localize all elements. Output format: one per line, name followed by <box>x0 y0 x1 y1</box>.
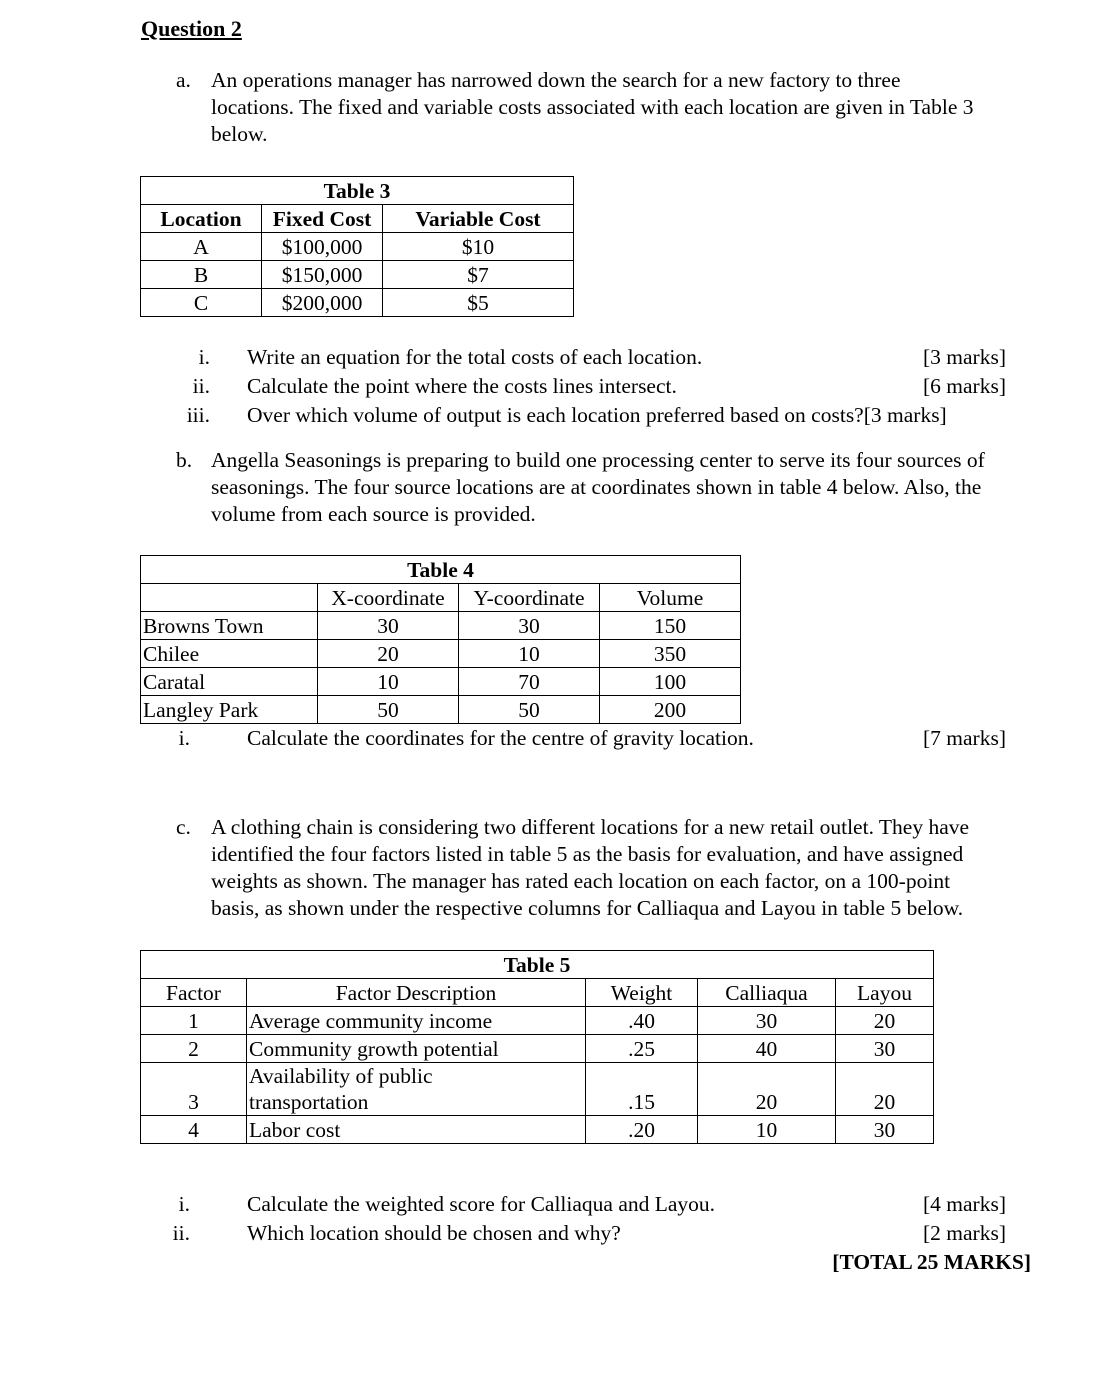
table-row: 3 Availability of public transportation .15 20 20 <box>141 1063 934 1116</box>
table-row: Langley Park 50 50 200 <box>141 696 741 724</box>
part-a-items <box>247 343 947 430</box>
part-b-item-i: Calculate the coordinates for the centre of gravity location. <box>247 726 754 750</box>
table-3 <box>140 176 574 317</box>
part-b-marks: [7 marks] <box>923 726 1006 750</box>
table-row: Browns Town 30 30 150 <box>141 612 741 640</box>
part-c-items <box>247 1190 715 1248</box>
part-c-item-ii: Which location should be chosen and why? <box>247 1221 621 1245</box>
part-a-text: An operations manager has narrowed down the search for a new factory to three locations. The fixed and variable costs associated with each location are given in Table 3 below. <box>211 68 974 146</box>
part-c-label: c. <box>176 815 191 839</box>
question-title: Question 2 <box>141 16 242 41</box>
table-3-title: Table 3 <box>141 177 574 205</box>
table-row: 1 Average community income .40 30 20 <box>141 1007 934 1035</box>
table-5 <box>140 950 934 1144</box>
part-c-item-numbers: i. ii. <box>172 1192 190 1245</box>
table-row: Chilee 20 10 350 <box>141 640 741 668</box>
part-c-marks: [4 marks] [2 marks] <box>923 1192 1006 1245</box>
part-a-item-numbers: i. ii. iii. <box>186 345 210 427</box>
table-3-header: Location Fixed Cost Variable Cost <box>141 205 574 233</box>
part-b-label: b. <box>176 448 193 472</box>
table-4-header: X-coordinate Y-coordinate Volume <box>141 584 741 612</box>
part-a-item-i: Write an equation for the total costs of each location. <box>247 345 703 369</box>
table-row: 4 Labor cost .20 10 30 <box>141 1116 934 1144</box>
part-c-text: A clothing chain is considering two different locations for a new retail outlet. They have identified the four factors listed in table 5 as the basis for evaluation, and have assigned weights as shown. The manager has rated each location on each factor, on a 100-point basis, as shown under the respective columns for Calliaqua and Layou in table 5 below. <box>211 815 970 920</box>
part-c-item-i: Calculate the weighted score for Calliaqua and Layou. <box>247 1192 716 1216</box>
table-row: 2 Community growth potential .25 40 30 <box>141 1035 934 1063</box>
part-b-item-number: i. <box>178 726 190 750</box>
part-a-label: a. <box>176 68 191 92</box>
table-row: A $100,000 $10 <box>141 233 574 261</box>
part-a-item-ii: Calculate the point where the costs lines intersect. <box>247 374 677 398</box>
table-row: Caratal 10 70 100 <box>141 668 741 696</box>
table-5-title: Table 5 <box>141 951 934 979</box>
part-a-marks: [3 marks] [6 marks] <box>923 345 1006 398</box>
table-4 <box>140 555 741 724</box>
part-a-item-iii: Over which volume of output is each location preferred based on costs?[3 marks] <box>247 403 947 427</box>
table-row: C $200,000 $5 <box>141 289 574 317</box>
total-marks: [TOTAL 25 MARKS] <box>832 1250 1031 1274</box>
table-5-header: Factor Factor Description Weight Calliaqua Layou <box>141 979 934 1007</box>
table-4-title: Table 4 <box>141 556 741 584</box>
table-row: B $150,000 $7 <box>141 261 574 289</box>
part-b-text: Angella Seasonings is preparing to build one processing center to serve its four sources of seasonings. The four source locations are at coordinates shown in table 4 below. Also, the volume from each source is provided. <box>211 448 985 526</box>
